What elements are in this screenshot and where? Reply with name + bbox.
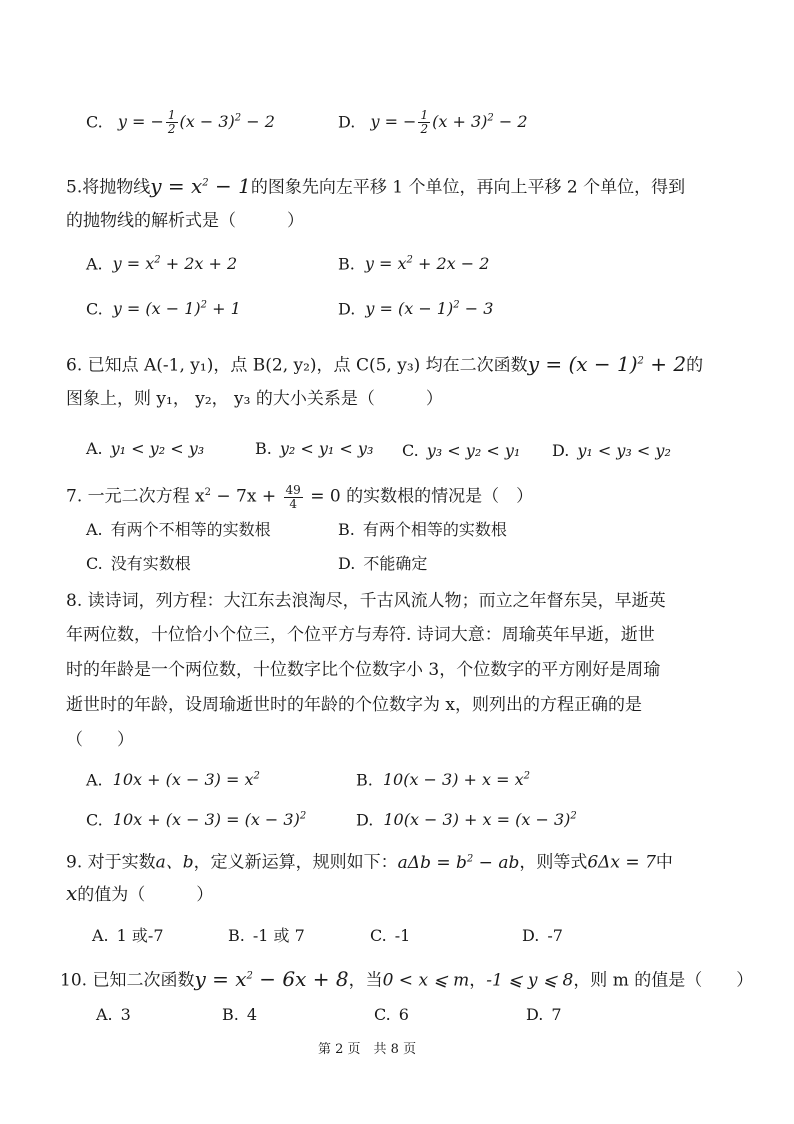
stem-text: ，当 xyxy=(348,970,383,991)
option-label: A. xyxy=(96,1005,113,1024)
q10-option-b[interactable] xyxy=(222,1004,257,1026)
stem-text: 将抛物线 xyxy=(82,177,151,198)
stem-formula xyxy=(528,352,686,376)
q5-stem-line2: 的抛物线的解析式是（ ） xyxy=(66,211,304,231)
formula-part: − 1 xyxy=(208,173,251,198)
expr-part: − 2 xyxy=(493,112,528,132)
q7-stem xyxy=(66,482,533,511)
option-text: 有两个相等的实数根 xyxy=(362,520,507,539)
option-label: D. xyxy=(338,299,356,319)
fraction xyxy=(284,484,303,511)
formula-part: y = (x − 1) xyxy=(527,351,638,376)
option-label: D. xyxy=(338,554,356,573)
option-text: 7 xyxy=(551,1005,562,1024)
formula-part: y = x xyxy=(150,173,203,198)
stem-text: − 7x + xyxy=(211,486,282,507)
q7-option-a[interactable] xyxy=(86,519,271,541)
range-y: -1 ⩽ y ⩽ 8 xyxy=(486,970,574,991)
option-label: B. xyxy=(222,1005,239,1024)
q8-option-b[interactable] xyxy=(356,766,530,791)
q5-option-c[interactable] xyxy=(86,295,241,320)
exponent: 2 xyxy=(637,355,644,366)
frac-den: 4 xyxy=(289,496,297,511)
range-x: 0 < x ⩽ m xyxy=(382,970,470,991)
q4-option-c[interactable] xyxy=(86,108,275,136)
stem-text: ，则等式 xyxy=(519,852,588,873)
q10-option-a[interactable] xyxy=(96,1004,131,1026)
option-text: 不能确定 xyxy=(363,554,428,573)
option-label: B. xyxy=(338,254,355,274)
option-expr: y₃ < y₂ < y₁ xyxy=(426,441,521,460)
exponent: 2 xyxy=(246,970,253,981)
q8-stem-line4: 逝世时的年龄，设周瑜逝世时的年龄的个位数字为 x，则列出的方程正确的是 xyxy=(66,695,642,715)
option-expr: y₁ < y₂ < y₃ xyxy=(110,439,205,458)
expr-part: y = (x − 1) xyxy=(112,299,201,319)
expr-part: 10(x − 3) + x = (x − 3) xyxy=(383,810,571,830)
frac-den: 2 xyxy=(420,122,429,137)
stem-formula xyxy=(150,174,251,198)
q10-stem xyxy=(60,965,753,992)
exponent: 2 xyxy=(234,113,242,124)
formula-part: aΔb = b xyxy=(397,852,467,873)
stem-text: ，定义新运算，规则如下： xyxy=(193,852,398,873)
option-label: A. xyxy=(86,770,103,790)
stem-vars: a、b xyxy=(155,852,194,873)
option-label: C. xyxy=(86,112,103,132)
stem-text: = 0 的实数根的情况是（ ） xyxy=(304,486,534,507)
q9-option-b[interactable] xyxy=(228,925,305,947)
q7-option-c[interactable] xyxy=(86,553,191,575)
exponent: 2 xyxy=(453,300,460,311)
exponent: 2 xyxy=(202,177,209,188)
stem-text: 的值为（ ） xyxy=(77,885,214,905)
q8-option-c[interactable] xyxy=(86,806,306,831)
expr-part: y = − xyxy=(370,112,417,132)
stem-text: ，则 m 的值是（ ） xyxy=(573,970,754,991)
q9-stem-line1 xyxy=(66,848,673,874)
q6-stem-line2: 图象上，则 y₁， y₂， y₃ 的大小关系是（ ） xyxy=(66,389,443,409)
q6-option-b[interactable] xyxy=(255,438,373,460)
stem-text: 的图象先向左平移 1 个单位，再向上平移 2 个单位，得到 xyxy=(250,177,686,198)
exponent: 2 xyxy=(154,255,161,266)
q5-option-a[interactable] xyxy=(86,250,237,275)
option-label: D. xyxy=(338,112,356,132)
q8-stem-line5: （ ） xyxy=(66,730,134,750)
fraction xyxy=(418,109,430,136)
expr-part: y = − xyxy=(117,112,164,132)
option-label: A. xyxy=(92,926,109,945)
option-text: 4 xyxy=(246,1005,258,1024)
expr-part: (x + 3) xyxy=(432,112,488,132)
expr-part: 10x + (x − 3) = (x − 3) xyxy=(112,810,300,830)
option-text: -1 xyxy=(394,926,411,945)
exponent: 2 xyxy=(523,771,531,782)
q5-option-d[interactable] xyxy=(338,295,493,320)
frac-den: 2 xyxy=(167,122,176,137)
q6-stem-line1 xyxy=(66,350,703,377)
q8-stem-line1: 8. 读诗词，列方程：大江东去浪淘尽，千古风流人物；而立之年督东吴，早逝英 xyxy=(66,591,666,611)
expr-part: y = x xyxy=(364,254,407,274)
exponent: 2 xyxy=(570,811,577,822)
expr-part: y = (x − 1) xyxy=(365,299,454,319)
option-text: 6 xyxy=(398,1005,409,1024)
q8-option-d[interactable] xyxy=(356,806,577,831)
stem-text: 7. 一元二次方程 x xyxy=(66,486,205,507)
formula-part: − 6x + 8 xyxy=(252,966,349,991)
expr-part: (x − 3) xyxy=(179,112,235,132)
question-number: 5. xyxy=(66,177,83,198)
option-text: 没有实数根 xyxy=(110,554,191,573)
option-label: B. xyxy=(356,770,373,790)
option-expr: y₂ < y₁ < y₃ xyxy=(279,439,374,458)
expr-part: y = x xyxy=(112,254,155,274)
q10-option-d[interactable] xyxy=(526,1004,562,1026)
stem-text: 6. 已知点 A(-1, y₁)，点 B(2, y₂)，点 C(5, y₃) 均在二次函数 xyxy=(66,355,528,376)
expr-part: − 3 xyxy=(459,299,494,319)
option-label: C. xyxy=(86,554,103,573)
option-label: C. xyxy=(374,1005,391,1024)
q6-option-d[interactable] xyxy=(552,440,671,462)
fraction xyxy=(166,109,178,136)
option-label: B. xyxy=(228,926,245,945)
q6-option-c[interactable] xyxy=(402,440,520,462)
q8-stem-line3: 时的年龄是一个两位数，十位数字比个位数字小 3，个位数字的平方刚好是周瑜 xyxy=(66,660,661,680)
stem-text: ， xyxy=(469,970,487,991)
option-label: D. xyxy=(526,1005,544,1024)
option-text: -7 xyxy=(547,926,563,945)
exponent: 2 xyxy=(466,853,474,864)
rule-formula xyxy=(398,853,520,873)
q10-option-c[interactable] xyxy=(374,1004,409,1026)
option-text: 1 或-7 xyxy=(116,926,164,945)
expr-part: 10(x − 3) + x = x xyxy=(382,770,524,790)
option-label: C. xyxy=(402,441,419,460)
q9-option-a[interactable] xyxy=(92,925,164,947)
frac-num: 49 xyxy=(285,482,301,497)
q4-option-d[interactable] xyxy=(338,108,528,136)
q6-option-a[interactable] xyxy=(86,438,204,460)
option-label: D. xyxy=(356,810,374,830)
formula-part: + 2 xyxy=(643,351,687,376)
option-label: C. xyxy=(370,926,387,945)
expr-part: − 2 xyxy=(241,112,275,132)
stem-text: 10. 已知二次函数 xyxy=(60,970,195,991)
stem-var: x xyxy=(66,881,78,905)
q5-stem-line1 xyxy=(66,172,685,199)
expr-part: + 1 xyxy=(207,299,241,319)
q9-stem-line2 xyxy=(66,882,213,906)
exponent: 2 xyxy=(406,255,413,266)
option-label: B. xyxy=(338,520,355,539)
option-label: A. xyxy=(86,254,103,274)
q5-option-b[interactable] xyxy=(338,250,489,275)
option-text: -1 或 7 xyxy=(252,926,305,945)
option-text: 3 xyxy=(120,1005,131,1024)
equation: 6Δx = 7 xyxy=(587,852,656,873)
formula-part: − ab xyxy=(473,852,520,873)
stem-text: 的 xyxy=(686,355,704,376)
exponent: 2 xyxy=(253,771,260,782)
formula-part: y = x xyxy=(194,966,247,991)
exponent: 2 xyxy=(487,113,494,124)
option-label: A. xyxy=(86,439,103,458)
option-label: D. xyxy=(522,926,540,945)
q8-option-a[interactable] xyxy=(86,766,260,791)
stem-text: 中 xyxy=(655,852,673,873)
option-text: 有两个不相等的实数根 xyxy=(110,520,271,539)
stem-formula xyxy=(194,967,348,991)
q9-option-d[interactable] xyxy=(522,925,563,947)
q7-option-b[interactable] xyxy=(338,519,507,541)
option-label: B. xyxy=(255,439,272,458)
frac-num: 1 xyxy=(420,108,429,123)
q8-stem-line2: 年两位数，十位恰小个位三，个位平方与寿符. 诗词大意：周瑜英年早逝，逝世 xyxy=(66,625,655,645)
option-label: C. xyxy=(86,299,103,319)
exponent: 2 xyxy=(200,300,208,311)
q7-option-d[interactable] xyxy=(338,553,427,575)
expr-part: 10x + (x − 3) = x xyxy=(112,770,254,790)
expr-part: + 2x + 2 xyxy=(160,254,238,274)
option-label: A. xyxy=(86,520,103,539)
stem-text: 9. 对于实数 xyxy=(66,852,156,873)
option-label: D. xyxy=(552,441,570,460)
page-footer: 第 2 页 共 8 页 xyxy=(318,1042,417,1057)
option-label: C. xyxy=(86,810,103,830)
option-expr: y₁ < y₃ < y₂ xyxy=(577,441,671,460)
expr-part: + 2x − 2 xyxy=(412,254,490,274)
exponent: 2 xyxy=(299,811,307,822)
frac-num: 1 xyxy=(167,108,176,123)
exponent: 2 xyxy=(204,487,211,498)
q9-option-c[interactable] xyxy=(370,925,410,947)
